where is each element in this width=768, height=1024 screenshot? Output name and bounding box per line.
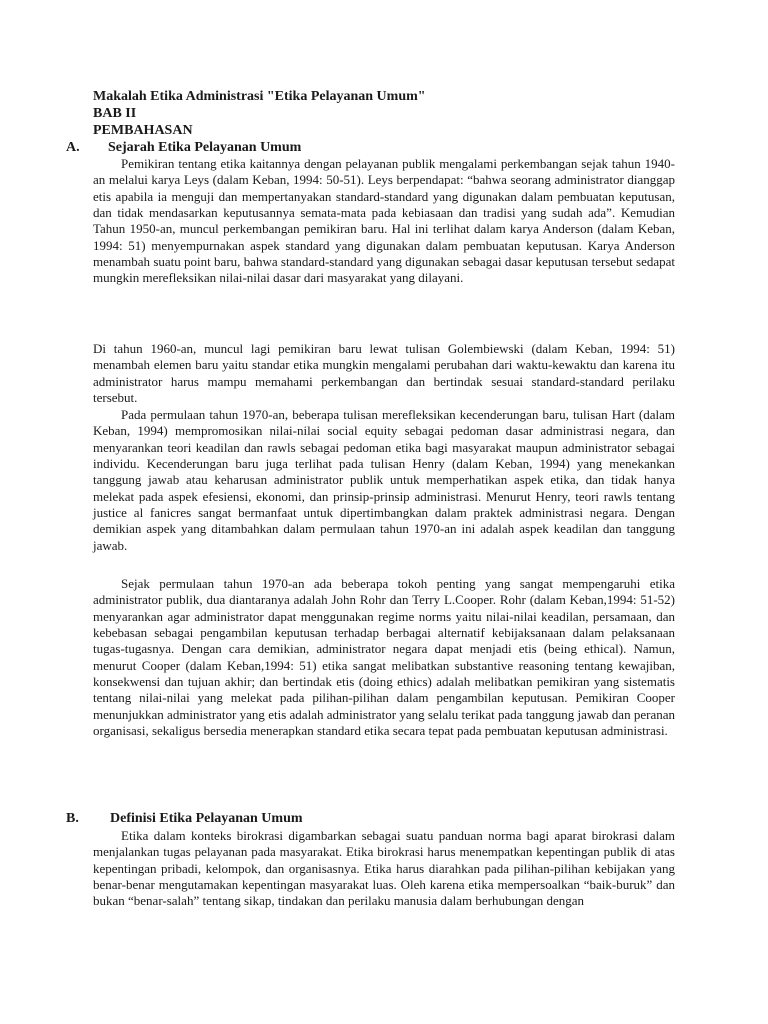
chapter-title: PEMBAHASAN <box>93 123 193 138</box>
section-a-letter: A. <box>66 140 80 155</box>
section-a-paragraph-3: Pada permulaan tahun 1970-an, beberapa tulisan merefleksikan kecenderungan baru, tulisan Hart (dalam Keban, 1994) mempromosikan nilai-nilai social equity sebagai pedoman dasar administrasi negara, dan menyarankan teori keadilan dan rawls sebagai pedoman etika bagi masyarakat maupun administrator sebagai individu. Kecenderungan baru juga terlihat pada tulisan Henry (dalam Keban, 1994) yang menekankan tanggung jawab atau keharusan administrator publik untuk memperhatikan aspek etika, dan tidak hanya melekat pada aspek efesiensi, ekonomi, dan prinsip-prinsip administrasi. Menurut Henry, teori rawls tentang justice al fanicres sangat bermanfaat untuk dipertimbangkan dalam praktek administrasi negara. Dengan demikian aspek yang ditambahkan dalam permulaan tahun 1970-an ini adalah aspek keadilan dan tanggung jawab. <box>93 407 675 553</box>
section-b-paragraph-1: Etika dalam konteks birokrasi digambarkan sebagai suatu panduan norma bagi aparat birokrasi dalam menjalankan tugas pelayanan pada masyarakat. Etika birokrasi harus menempatkan kepentingan publik di atas kepentingan pribadi, kelompok, dan organisasnya. Etika harus diarahkan pada pilihan-pilihan kebijakan yang benar-benar mengutamakan kepentingan masyarakat luas. Oleh karena etika mempersoalkan “baik-buruk” dan bukan “benar-salah” tentang sikap, tindakan dan perilaku manusia dalam berhubungan dengan <box>93 828 675 909</box>
section-b-letter: B. <box>66 811 79 826</box>
section-a-paragraph-2: Di tahun 1960-an, muncul lagi pemikiran baru lewat tulisan Golembiewski (dalam Keban, 1994: 51) menambah elemen baru yaitu standar etika mungkin mengalami perubahan dari waktu-kewaktu dan karena itu administrator harus mampu memahami perkembangan dan bertindak sesuai standard-standard perilaku tersebut. <box>93 341 675 406</box>
document-title: Makalah Etika Administrasi "Etika Pelayanan Umum" <box>93 89 426 104</box>
chapter-label: BAB II <box>93 106 137 121</box>
section-a-paragraph-1: Pemikiran tentang etika kaitannya dengan pelayanan publik mengalami perkembangan sejak tahun 1940-an melalui karya Leys (dalam Keban, 1994: 50-51). Leys berpendapat: “bahwa seorang administrator dianggap etis apabila ia menguji dan mempertanyakan standard-standard yang digunakan dalam pembuatan keputusan, dan tidak mendasarkan keputusannya semata-mata pada kebiasaan dan tradisi yang sudah ada”. Kemudian Tahun 1950-an, muncul perkembangan pemikiran baru. Hal ini terlihat dalam karya Anderson (dalam Keban, 1994: 51) menyempurnakan aspek standard yang digunakan dalam pembuatan keputusan. Karya Anderson menambah suatu point baru, bahwa standard-standard yang digunakan sebagai dasar keputusan tersebut sedapat mungkin merefleksikan nilai-nilai dasar dari masyarakat yang dilayani. <box>93 156 675 286</box>
section-a-paragraph-4: Sejak permulaan tahun 1970-an ada beberapa tokoh penting yang sangat mempengaruhi etika administrator publik, dua diantaranya adalah John Rohr dan Terry L.Cooper. Rohr (dalam Keban,1994: 51-52) menyarankan agar administrator dapat menggunakan regime norms yaitu nilai-nilai keadilan, persamaan, dan kebebasan sebagai pengambilan keputusan terhadap berbagai alternatif kebijaksanaan dalam pelaksanaan tugas-tugasnya. Dengan cara demikian, administrator negara dapat menjadi etis (being ethical). Namun, menurut Cooper (dalam Keban,1994: 51) etika sangat melibatkan substantive reasoning tentang kewajiban, konsekwensi dan tujuan akhir; dan bertindak etis (doing ethics) adalah melibatkan pemikiran yang sistematis tentang nilai-nilai yang melekat pada pilihan-pilihan dalam pengambilan keputusan. Pemikiran Cooper menunjukkan administrator yang etis adalah administrator yang selalu terikat pada tanggung jawab dan peranan organisasi, sekaligus bersedia menerapkan standard etika secara tepat pada pembuatan keputusan administrasi. <box>93 576 675 739</box>
section-b-title: Definisi Etika Pelayanan Umum <box>110 811 303 826</box>
section-a-title: Sejarah Etika Pelayanan Umum <box>108 140 302 155</box>
